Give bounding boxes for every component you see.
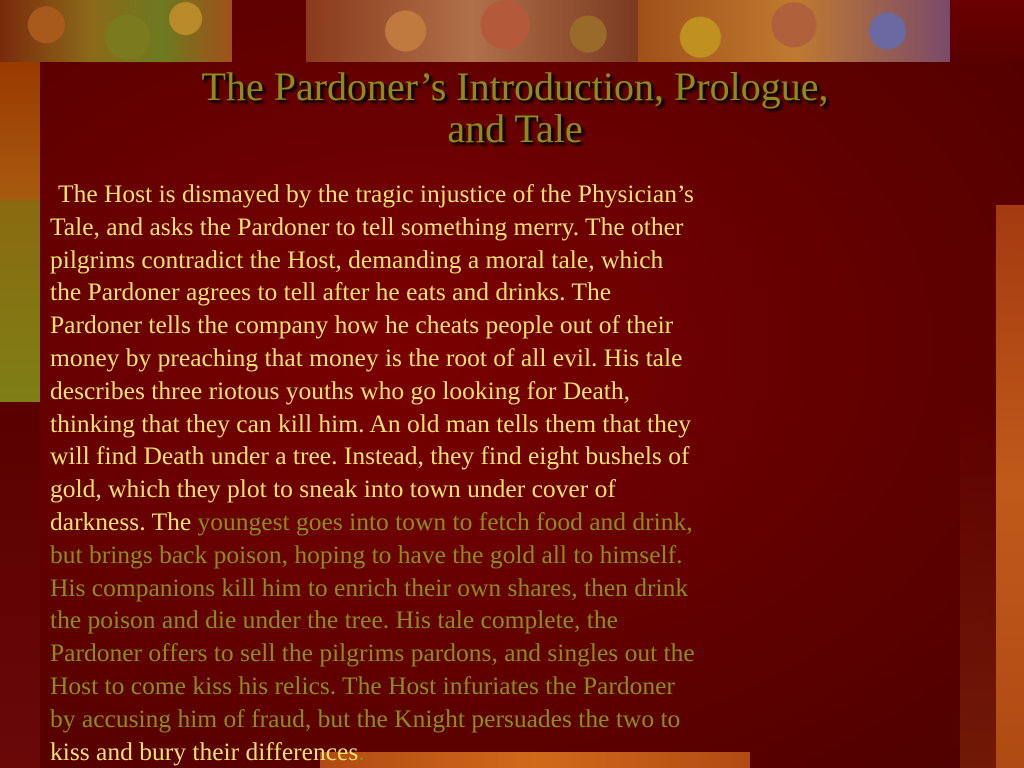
body-text-segment-primary: Pardoner tells the company how he cheats people out of their: [50, 310, 674, 340]
slide-title-line: The Pardoner’s Introduction, Prologue,: [201, 64, 829, 109]
body-text-line: [50, 506, 1012, 539]
body-text-segment-secondary: His companions kill him to enrich their own shares, then drink: [50, 572, 689, 602]
body-text-segment-secondary: .: [358, 736, 365, 766]
body-text-line: [50, 276, 1012, 309]
body-text-segment-secondary: Host to come kiss his relics. The Host infuriates the Pardoner: [50, 670, 675, 700]
body-text-segment-primary: the Pardoner agrees to tell after he eats and drinks. The: [50, 277, 612, 307]
body-text-segment-primary: will find Death under a tree. Instead, they find eight bushels of: [50, 441, 690, 471]
body-text-line: [50, 670, 1012, 703]
body-text-line: [50, 473, 1012, 506]
body-text-segment-primary: The Host is dismayed by the tragic injustice of the Physician’s: [58, 179, 694, 208]
body-text-line: [50, 309, 1012, 342]
body-text-line: [50, 736, 1012, 768]
body-text-line: [50, 244, 1012, 277]
body-text-line: [50, 342, 1012, 375]
decorative-image-top-left: [0, 0, 232, 62]
body-text-line: [50, 178, 1012, 211]
decorative-image-top-right: [638, 0, 950, 62]
body-text-segment-primary: thinking that they can kill him. An old man tells them that they: [50, 408, 691, 438]
body-text-segment-secondary: the poison and die under the tree. His tale complete, the: [50, 605, 618, 635]
body-text-segment-secondary: Pardoner offers to sell the pilgrims pardons, and singles out the: [50, 638, 695, 668]
slide-body-text: [50, 178, 1012, 768]
decorative-band-bottom-left: [0, 402, 40, 768]
decorative-image-top-middle: [306, 0, 638, 62]
slide-title-line: and Tale: [447, 106, 583, 151]
body-text-segment-primary: darkness. The: [50, 506, 198, 536]
body-text-line: [50, 637, 1012, 670]
slide-title: [90, 66, 940, 150]
body-text-segment-primary: gold, which they plot to sneak into town under cover of: [50, 474, 616, 504]
body-text-line: [50, 539, 1012, 572]
body-text-line: [50, 408, 1012, 441]
body-text-line: [50, 375, 1012, 408]
body-text-line: [50, 604, 1012, 637]
body-text-segment-primary: Tale, and asks the Pardoner to tell something merry. The other: [50, 211, 684, 241]
body-text-line: [50, 703, 1012, 736]
decorative-block-top-far-right: [950, 0, 1024, 60]
decorative-band-left-olive: [0, 200, 40, 402]
body-text-line: [50, 572, 1012, 605]
body-text-segment-primary: kiss and bury their differences: [50, 736, 359, 766]
body-text-segment-secondary: by accusing him of fraud, but the Knight persuades the two to: [50, 703, 681, 733]
body-text-segment-primary: money by preaching that money is the root of all evil. His tale: [50, 342, 683, 372]
body-text-segment-secondary: but brings back poison, hoping to have the gold all to himself.: [50, 539, 683, 569]
body-text-segment-primary: describes three riotous youths who go looking for Death,: [50, 375, 631, 405]
body-text-segment-secondary: youngest goes into town to fetch food and drink,: [197, 506, 693, 536]
body-text-line: [50, 440, 1012, 473]
body-text-segment-primary: pilgrims contradict the Host, demanding a moral tale, which: [50, 244, 664, 274]
body-text-line: [50, 211, 1012, 244]
